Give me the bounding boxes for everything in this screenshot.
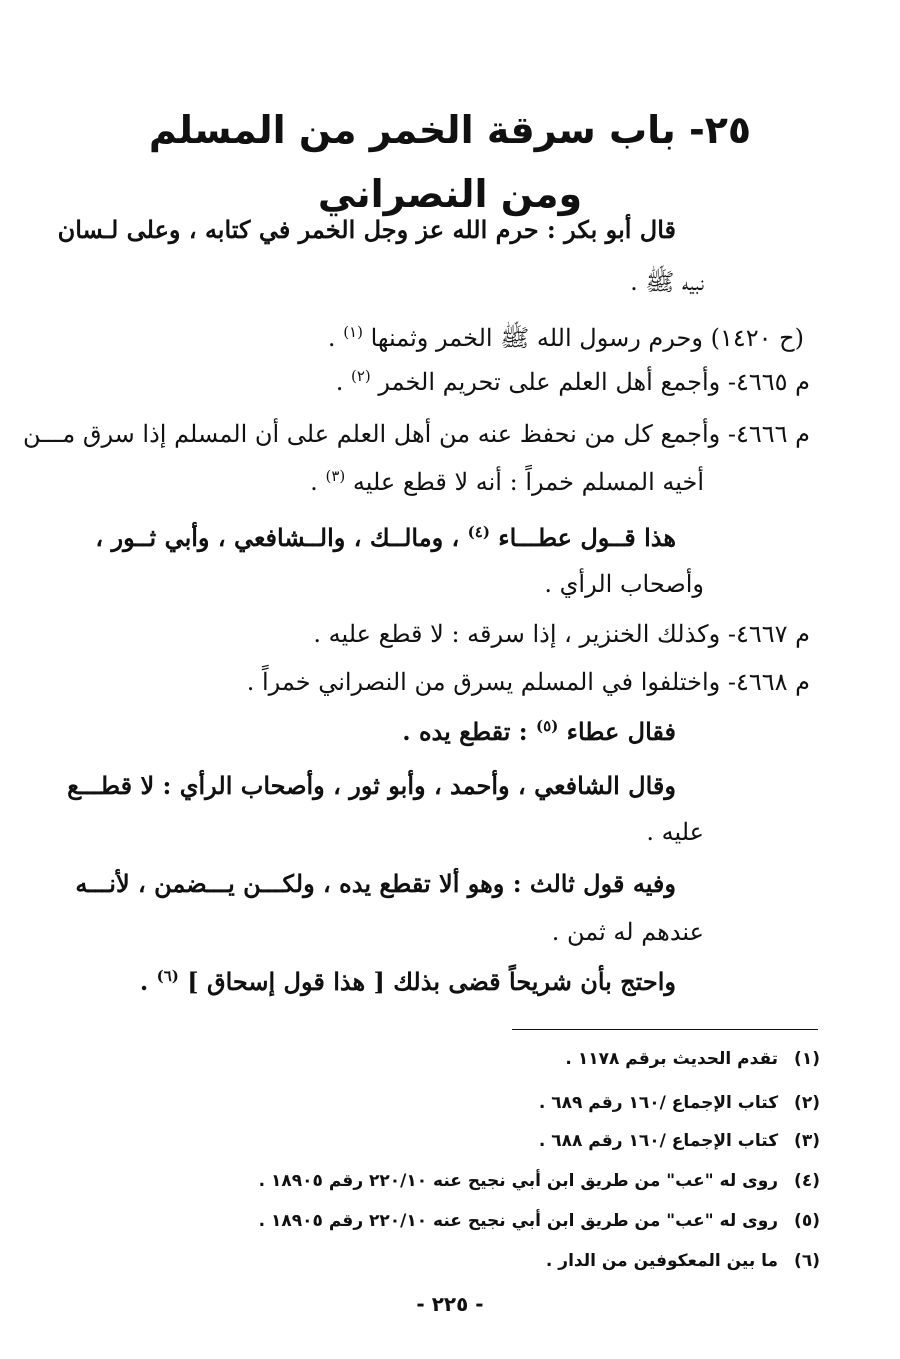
issue-line: م ٤٦٦٨- واختلفوا في المسلم يسرق من النصراني خمراً . (246, 668, 810, 696)
footnote-number: (٢) (794, 1093, 820, 1113)
paragraph-line (140, 962, 676, 1002)
paragraph-text: : تقطع يده . (402, 717, 528, 746)
period: . (335, 368, 344, 396)
footnote-text: ما بين المعكوفين من الدار . (545, 1251, 779, 1271)
footnote-text: تقدم الحديث برقم ١١٧٨ . (565, 1049, 779, 1069)
footnote (259, 1206, 820, 1236)
paragraph-text: فقال عطاء (566, 717, 676, 746)
paragraph-text: واحتج بأن شريحاً قضى بذلك [ هذا قول إسحاق ] (187, 967, 676, 996)
footnote (565, 1044, 820, 1074)
footnote-text: روى له "عب" من طريق ابن أبي نجيح عنه ٢٢٠/١٠ رقم ١٨٩٠٥ . (258, 1211, 779, 1231)
footnote (259, 1166, 820, 1196)
paragraph-line: وأصحاب الرأي . (544, 570, 704, 598)
footnote (539, 1126, 820, 1156)
paragraph-text: ، ومالــك ، والــشافعي ، وأبي ثــور ، (95, 523, 460, 552)
footnote-text: روى له "عب" من طريق ابن أبي نجيح عنه ٢٢٠/١٠ رقم ١٨٩٠٥ . (258, 1171, 779, 1191)
footnote-divider (512, 1029, 818, 1030)
footnote (539, 1088, 820, 1118)
footnote-number: (٥) (794, 1211, 820, 1231)
issue-text: م ٤٦٦٥- وأجمع أهل العلم على تحريم الخمر (378, 368, 810, 396)
footnote-number: (٤) (794, 1171, 820, 1191)
paragraph-line: وقال الشافعي ، وأحمد ، وأبو ثور ، وأصحاب الرأي : لا قطـــع (67, 771, 676, 800)
issue-line: م ٤٦٦٦- وأجمع كل من نحفظ عنه من أهل العلم على أن المسلم إذا سرق مـــن (22, 420, 810, 448)
issue-line: م ٤٦٦٧- وكذلك الخنزير ، إذا سرقه : لا قطع عليه . (313, 620, 810, 648)
paragraph-line: عندهم له ثمن . (551, 918, 704, 946)
paragraph-line (402, 712, 676, 752)
footnote-ref: (٥) (536, 717, 559, 735)
footnote-ref: (٢) (350, 367, 371, 385)
footnote-text: كتاب الإجماع /١٦٠ رقم ٦٨٨ . (538, 1131, 779, 1151)
page-number: - ٢٢٥ - (416, 1292, 484, 1316)
paragraph-line: قال أبو بكر : حرم الله عز وجل الخمر في كتابه ، وعلى لـسان (57, 215, 676, 244)
period: . (327, 324, 336, 352)
footnote-number: (٣) (794, 1131, 820, 1151)
paragraph-line: عليه . (646, 818, 704, 846)
footnote-number: (١) (794, 1049, 820, 1069)
footnote-ref: (٤) (467, 523, 490, 541)
hadith-line (328, 318, 804, 358)
period: . (310, 468, 318, 496)
footnote (546, 1246, 820, 1276)
hadith-text: (ح ١٤٢٠) وحرم رسول الله ﷺ الخمر وثمنها (370, 324, 804, 352)
period: . (139, 967, 149, 996)
paragraph-line: وفيه قول ثالث : وهو ألا تقطع يده ، ولكـــن يـــضمن ، لأنـــه (75, 869, 676, 898)
footnote-text: كتاب الإجماع /١٦٠ رقم ٦٨٩ . (538, 1093, 779, 1113)
footnote-number: (٦) (794, 1251, 820, 1271)
footnote-ref: (٣) (325, 467, 346, 485)
footnote-ref: (١) (343, 323, 363, 341)
paragraph-line: نبيه ﷺ . (630, 268, 704, 296)
issue-line (336, 362, 810, 402)
footnote-ref: (٦) (156, 967, 179, 985)
paragraph-text: هذا قــول عطـــاء (498, 523, 676, 552)
issue-text: أخيه المسلم خمراً : أنه لا قطع عليه (352, 468, 704, 496)
issue-line (310, 462, 704, 502)
paragraph-line (95, 518, 676, 558)
chapter-title: ٢٥- باب سرقة الخمر من المسلم ومن النصراني (148, 108, 752, 216)
